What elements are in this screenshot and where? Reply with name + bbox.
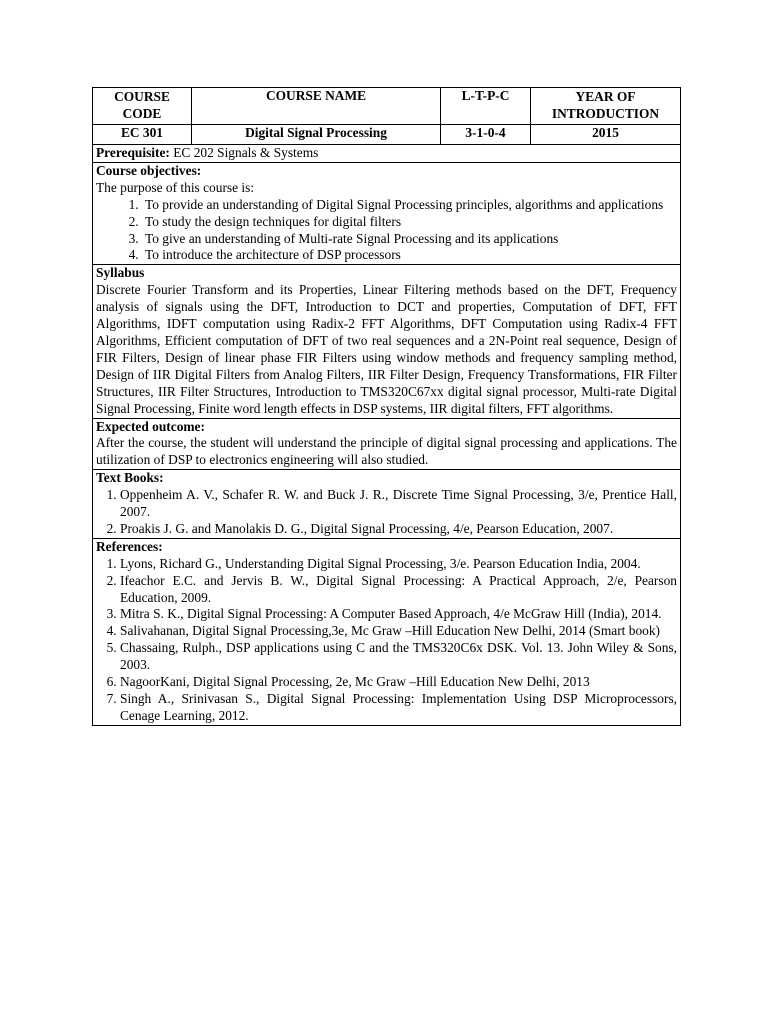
outcome-text: After the course, the student will understand the principle of digital signal processing and applications. The utilization of DSP to electronics engineering will also studied. (96, 435, 677, 468)
course-year: 2015 (531, 125, 681, 145)
outcome-title: Expected outcome: (96, 418, 205, 434)
syllabus-row (93, 265, 681, 418)
objectives-cell (93, 162, 681, 264)
syllabus-text: Discrete Fourier Transform and its Properties, Linear Filtering methods based on the DFT, Frequency analysis of signals using the DFT, Introduction to DCT and properties, Computation of DFT, FFT Algorithms, IDFT computation using Radix-2 FFT Algorithms, DFT Computation using Radix-4 FFT Algorithms, Efficient computation of DFT of two real sequences and a 2N-Point real sequence, Design of FIR Filters, Design of linear phase FIR Filters using window methods and frequency sampling method, Design of IIR Digital Filters from Analog Filters, IIR Filter Design, Frequency Transformations, FIR Filter Structures, IIR Filter Structures, Introduction to TMS320C67xx digital signal processor, Multi-rate Digital Signal Processing, Finite word length effects in DSP systems, IIR digital filters, FFT algorithms. (96, 282, 677, 416)
course-ltpc: 3-1-0-4 (441, 125, 531, 145)
course-code: EC 301 (93, 125, 192, 145)
references-list (96, 556, 677, 725)
year-header: YEAR OF INTRODUCTION (531, 88, 681, 125)
textbooks-list (96, 487, 677, 538)
objectives-intro: The purpose of this course is: (96, 179, 255, 195)
prerequisite-value: EC 202 Signals & Systems (169, 145, 319, 160)
reference-item: 1. Lyons, Richard G., Understanding Digital Signal Processing, 3/e. Pearson Education India, 2004. (120, 556, 677, 573)
objective-item: 2. To study the design techniques for digital filters (142, 214, 677, 231)
textbook-item: 1. Oppenheim A. V., Schafer R. W. and Buck J. R., Discrete Time Signal Processing, 3/e, Prentice Hall, 2007. (120, 487, 677, 521)
reference-item: 4. Salivahanan, Digital Signal Processing,3e, Mc Graw –Hill Education New Delhi, 2014 (Smart book) (120, 623, 677, 640)
prerequisite-label: Prerequisite: (96, 145, 170, 160)
course-code-header: COURSE CODE (93, 88, 192, 125)
objective-item: 4. To introduce the architecture of DSP processors (142, 247, 677, 264)
reference-item: 7. Singh A., Srinivasan S., Digital Signal Processing: Implementation Using DSP Microprocessors, Cenage Learning, 2012. (120, 691, 677, 725)
objective-item: 3. To give an understanding of Multi-rate Signal Processing and its applications (142, 231, 677, 248)
reference-item: 5. Chassaing, Rulph., DSP applications using C and the TMS320C6x DSK. Vol. 13. John Wiley & Sons, 2003. (120, 640, 677, 674)
outcome-cell (93, 418, 681, 470)
textbooks-cell (93, 470, 681, 539)
objectives-title: Course objectives: (96, 162, 202, 178)
references-row (93, 538, 681, 725)
references-cell (93, 538, 681, 725)
reference-item: 6. NagoorKani, Digital Signal Processing, 2e, Mc Graw –Hill Education New Delhi, 2013 (120, 674, 677, 691)
references-title: References: (96, 538, 163, 554)
syllabus-cell (93, 265, 681, 418)
objectives-row (93, 162, 681, 264)
outcome-row (93, 418, 681, 470)
textbook-item: 2. Proakis J. G. and Manolakis D. G., Digital Signal Processing, 4/e, Pearson Education, 2007. (120, 521, 677, 538)
objectives-list (96, 197, 677, 265)
header-row (93, 88, 681, 125)
course-table (92, 87, 681, 726)
textbooks-row (93, 470, 681, 539)
syllabus-page (92, 87, 680, 726)
course-name-header: COURSE NAME (192, 88, 441, 125)
prerequisite-cell (93, 145, 681, 163)
course-info-row (93, 125, 681, 145)
reference-item: 2. Ifeachor E.C. and Jervis B. W., Digital Signal Processing: A Practical Approach, 2/e, Pearson Education, 2009. (120, 573, 677, 607)
objective-item: 1. To provide an understanding of Digital Signal Processing principles, algorithms and applications (142, 197, 677, 214)
syllabus-title: Syllabus (96, 265, 145, 281)
prerequisite-row (93, 145, 681, 163)
course-name: Digital Signal Processing (192, 125, 441, 145)
textbooks-title: Text Books: (96, 470, 164, 486)
reference-item: 3. Mitra S. K., Digital Signal Processing: A Computer Based Approach, 4/e McGraw Hill (India), 2014. (120, 606, 677, 623)
ltpc-header: L-T-P-C (441, 88, 531, 125)
